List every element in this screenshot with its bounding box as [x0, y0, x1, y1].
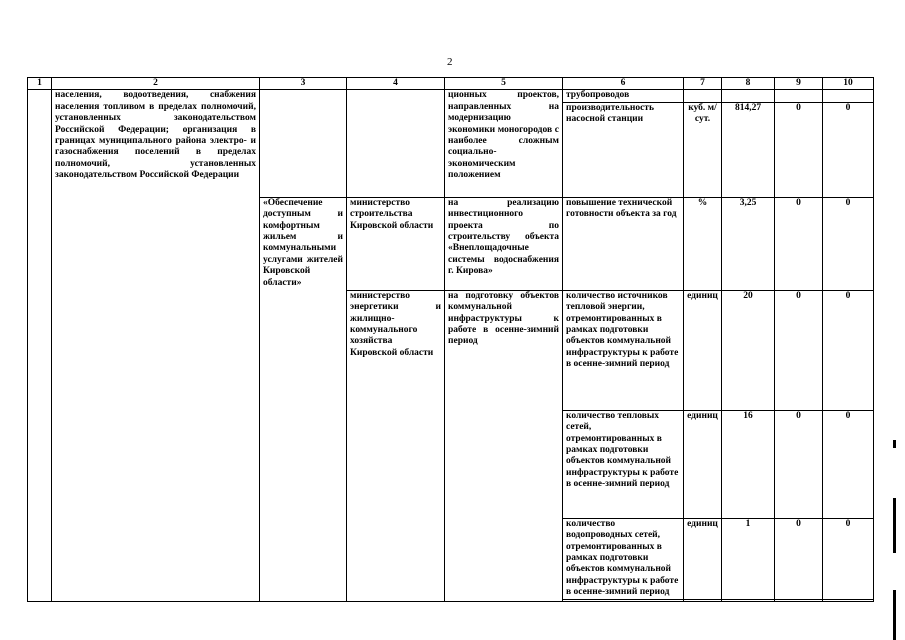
- filler-cell: [823, 599, 874, 601]
- indicator-value: 0: [775, 197, 823, 290]
- authority-description: населения, водоотведения, снабжения населения топливом в пределах полномочий, установленных законодательством Российской Федерации; организация в границах муниципального района электро- и газоснабжения поселений в пределах полномочий, установленных законодательством Российской Федерации: [52, 90, 260, 601]
- indicator-value: 0: [775, 518, 823, 599]
- indicator-value: 0: [823, 290, 874, 410]
- indicator-value: 0: [823, 197, 874, 290]
- indicator-unit: единиц: [684, 410, 722, 518]
- subsidy-purpose: на подготовку объектов коммунальной инфраструктуры к работе в осенне-зимний период: [445, 290, 563, 601]
- indicator-name: производительность насосной станции: [563, 102, 684, 197]
- scan-edge-mark: [893, 440, 896, 448]
- header-cell: 9: [775, 78, 823, 90]
- indicator-name: трубопроводов: [563, 90, 684, 102]
- indicator-value: 0: [775, 290, 823, 410]
- indicator-value: 0: [823, 102, 874, 197]
- header-cell: 6: [563, 78, 684, 90]
- indicator-value: 814,27: [722, 102, 775, 197]
- indicator-value: [823, 90, 874, 102]
- scan-edge-mark: [893, 498, 896, 553]
- filler-cell: [684, 599, 722, 601]
- indicator-unit: куб. м/сут.: [684, 102, 722, 197]
- header-cell: 8: [722, 78, 775, 90]
- indicator-name: количество тепловых сетей, отремонтированных в рамках подготовки объектов коммунальной инфраструктуры к работе в осенне-зимний период: [563, 410, 684, 518]
- indicator-value: [722, 90, 775, 102]
- indicator-unit: %: [684, 197, 722, 290]
- indicator-value: 0: [775, 410, 823, 518]
- header-cell: 7: [684, 78, 722, 90]
- program-name: «Обеспечение доступным и комфортным жильем и коммунальными услугами жителей Кировской области»: [260, 197, 347, 601]
- indicator-name: повышение технической готовности объекта за год: [563, 197, 684, 290]
- filler-cell: [563, 599, 684, 601]
- scan-edge-mark: [893, 590, 896, 640]
- executor-cell: министерство энергетики и жилищно-коммунального хозяйства Кировской области: [347, 290, 445, 601]
- indicator-name: количество водопроводных сетей, отремонтированных в рамках подготовки объектов коммунальной инфраструктуры к работе в осенне-зимний период: [563, 518, 684, 599]
- indicator-value: 3,25: [722, 197, 775, 290]
- indicator-value: 20: [722, 290, 775, 410]
- indicator-value: 0: [823, 410, 874, 518]
- executor-cell: министерство строительства Кировской области: [347, 197, 445, 290]
- indicator-name: количество источников тепловой энергии, отремонтированных в рамках подготовки объектов коммунальной инфраструктуры к работе в осенне-зимний период: [563, 290, 684, 410]
- subsidy-purpose: ционных проектов, направленных на модернизацию экономики моногородов с наиболее сложным социально-экономическим положением: [445, 90, 563, 197]
- indicator-value: 1: [722, 518, 775, 599]
- header-row: [28, 78, 874, 90]
- program-name-cell: [260, 90, 347, 197]
- indicator-unit: единиц: [684, 518, 722, 599]
- header-cell: 1: [28, 78, 52, 90]
- indicator-value: 0: [823, 518, 874, 599]
- header-cell: 5: [445, 78, 563, 90]
- header-cell: 2: [52, 78, 260, 90]
- executor-cell: [347, 90, 445, 197]
- page-number: 2: [447, 56, 453, 68]
- header-cell: 10: [823, 78, 874, 90]
- filler-cell: [775, 599, 823, 601]
- indicator-value: 0: [775, 102, 823, 197]
- indicator-value: [775, 90, 823, 102]
- header-cell: 4: [347, 78, 445, 90]
- header-cell: 3: [260, 78, 347, 90]
- program-table: [27, 77, 874, 602]
- subsidy-purpose: на реализацию инвестиционного проекта по строительству объекта «Внеплощадочные системы водоснабжения г. Кирова»: [445, 197, 563, 290]
- indicator-unit: [684, 90, 722, 102]
- indicator-value: 16: [722, 410, 775, 518]
- table-row: [28, 90, 874, 102]
- col1-cell: [28, 90, 52, 601]
- filler-cell: [722, 599, 775, 601]
- indicator-unit: единиц: [684, 290, 722, 410]
